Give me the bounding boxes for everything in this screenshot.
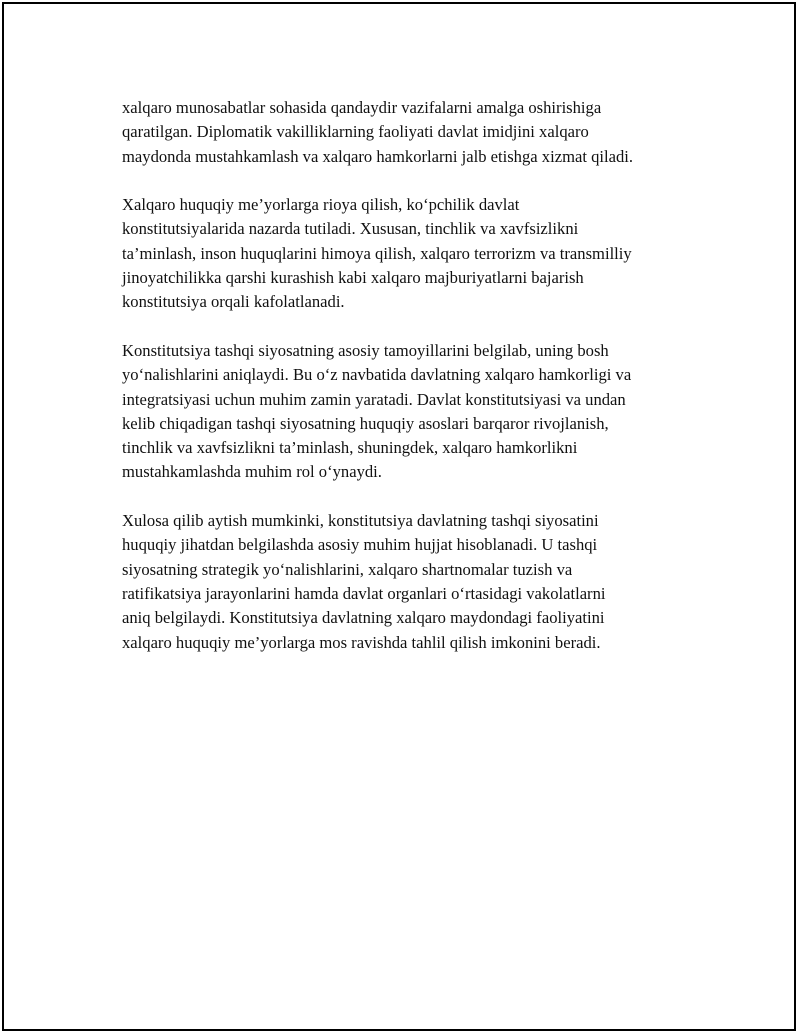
text-line: aniq belgilaydi. Konstitutsiya davlatning xalqaro maydondagi faoliyatini bbox=[122, 608, 605, 628]
text-line: jinoyatchilikka qarshi kurashish kabi xalqaro majburiyatlarni bajarish bbox=[122, 268, 584, 288]
text-line: siyosatning strategik yo‘nalishlarini, xalqaro shartnomalar tuzish va bbox=[122, 559, 573, 579]
page-border bbox=[2, 2, 796, 1031]
document-body bbox=[122, 96, 696, 679]
text-line: Xulosa qilib aytish mumkinki, konstitutsiya davlatning tashqi siyosatini bbox=[122, 511, 599, 531]
text-line: qaratilgan. Diplomatik vakilliklarning faoliyati davlat imidjini xalqaro bbox=[122, 122, 589, 142]
paragraph-2 bbox=[122, 193, 696, 314]
paragraph-4 bbox=[122, 509, 696, 655]
text-line: integratsiyasi uchun muhim zamin yaratadi. Davlat konstitutsiyasi va undan bbox=[122, 389, 626, 409]
text-line: xalqaro munosabatlar sohasida qandaydir vazifalarni amalga oshirishiga bbox=[122, 98, 602, 117]
text-line: Konstitutsiya tashqi siyosatning asosiy tamoyillarini belgilab, uning bosh bbox=[122, 340, 609, 360]
text-line: huquqiy jihatdan belgilashda asosiy muhim hujjat hisoblanadi. U tashqi bbox=[122, 535, 598, 555]
text-line: xalqaro huquqiy me’yorlarga mos ravishda tahlil qilish imkonini beradi. bbox=[122, 632, 601, 652]
text-line: kelib chiqadigan tashqi siyosatning huquqiy asoslari barqaror rivojlanish, bbox=[122, 413, 609, 433]
paragraph-1 bbox=[122, 96, 696, 169]
paragraph-3 bbox=[122, 339, 696, 485]
text-line: konstitutsiyalarida nazarda tutiladi. Xususan, tinchlik va xavfsizlikni bbox=[122, 219, 579, 239]
text-line: ratifikatsiya jarayonlarini hamda davlat organlari o‘rtasidagi vakolatlarni bbox=[122, 583, 606, 603]
text-line: maydonda mustahkamlash va xalqaro hamkorlarni jalb etishga xizmat qiladi. bbox=[122, 146, 634, 166]
text-line: tinchlik va xavfsizlikni ta’minlash, shuningdek, xalqaro hamkorlikni bbox=[122, 438, 578, 458]
text-line: yo‘nalishlarini aniqlaydi. Bu o‘z navbatida davlatning xalqaro hamkorligi va bbox=[122, 365, 632, 385]
text-line: konstitutsiya orqali kafolatlanadi. bbox=[122, 292, 345, 312]
text-line: ta’minlash, inson huquqlarini himoya qilish, xalqaro terrorizm va transmilliy bbox=[122, 243, 632, 263]
text-line: mustahkamlashda muhim rol o‘ynaydi. bbox=[122, 462, 382, 482]
text-line: Xalqaro huquqiy me’yorlarga rioya qilish, ko‘pchilik davlat bbox=[122, 195, 520, 215]
